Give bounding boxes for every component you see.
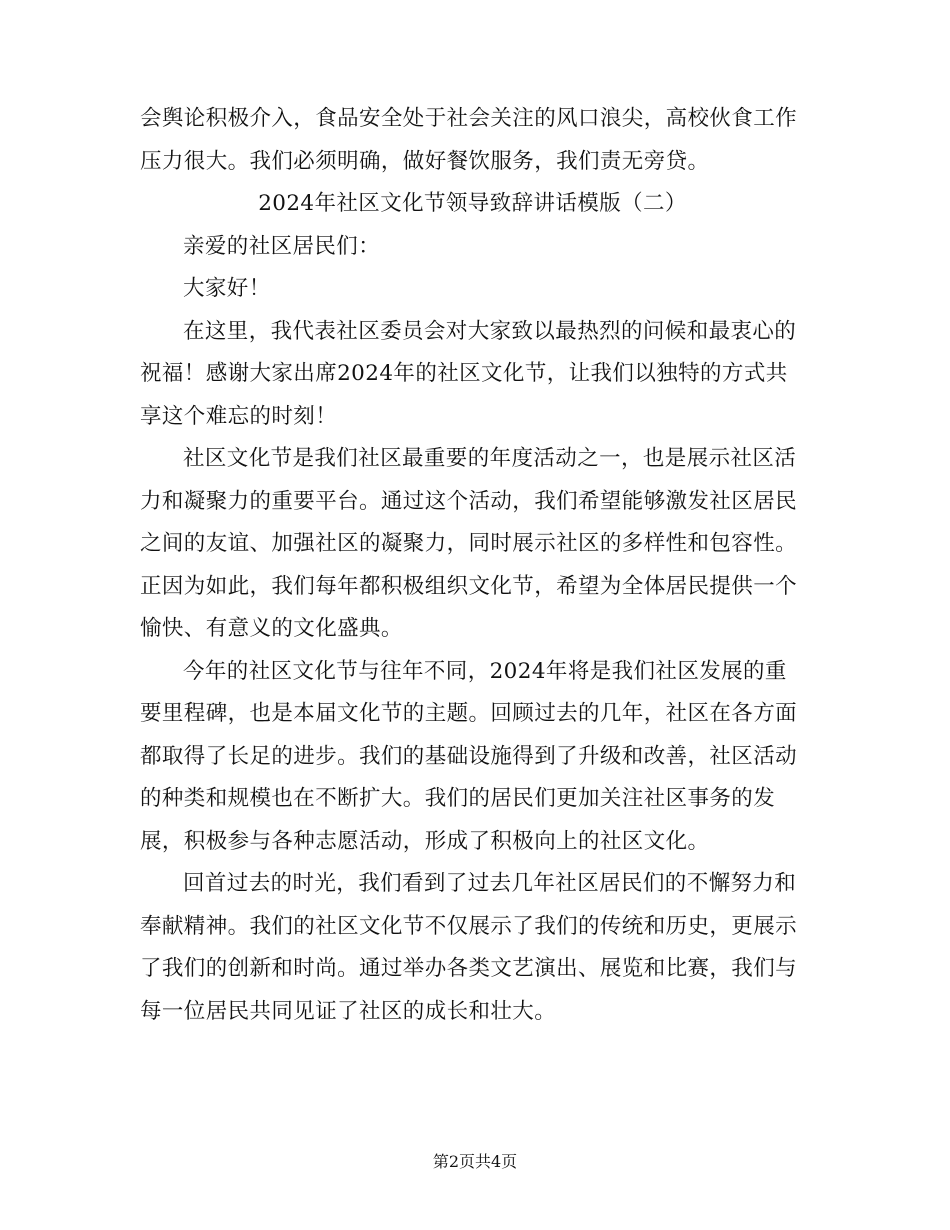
body-paragraph: 在这里，我代表社区委员会对大家致以最热烈的问候和最衷心的祝福！感谢大家出席2024年的社区文化节，让我们以独特的方式共享这个难忘的时刻！ [140, 318, 797, 429]
document-title: 2024年社区文化节领导致辞讲话模版（二） [258, 191, 687, 216]
document-body [140, 98, 805, 1033]
salutation: 亲爱的社区居民们： [183, 233, 381, 259]
continuation-paragraph: 会舆论积极介入，食品安全处于社会关注的风口浪尖，高校伙食工作压力很大。我们必须明确，做好餐饮服务，我们责无旁贷。 [140, 106, 798, 174]
body-paragraph: 社区文化节是我们社区最重要的年度活动之一，也是展示社区活力和凝聚力的重要平台。通过这个活动，我们希望能够激发社区居民之间的友谊、加强社区的凝聚力，同时展示社区的多样性和包容性。正因为如此，我们每年都积极组织文化节，希望为全体居民提供一个愉快、有意义的文化盛典。 [140, 446, 798, 641]
body-paragraph: 今年的社区文化节与往年不同，2024年将是我们社区发展的重要里程碑，也是本届文化节的主题。回顾过去的几年，社区在各方面都取得了长足的进步。我们的基础设施得到了升级和改善，社区活动的种类和规模也在不断扩大。我们的居民们更加关注社区事务的发展，积极参与各种志愿活动，形成了积极向上的社区文化。 [140, 658, 798, 854]
page-number-footer: 第2页共4页 [432, 1152, 518, 1171]
body-paragraph: 回首过去的时光，我们看到了过去几年社区居民们的不懈努力和奉献精神。我们的社区文化节不仅展示了我们的传统和历史，更展示了我们的创新和时尚。通过举办各类文艺演出、展览和比赛，我们与每一位居民共同见证了社区的成长和壮大。 [140, 871, 798, 1024]
greeting: 大家好！ [183, 276, 271, 301]
